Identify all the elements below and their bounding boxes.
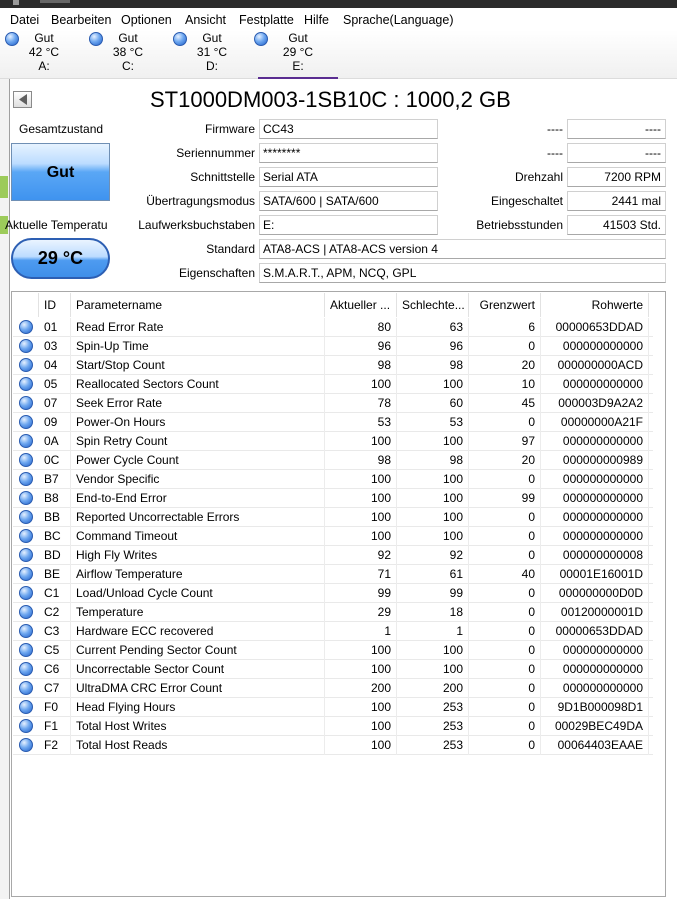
cell-worst: 98	[397, 356, 469, 375]
cell-id: B7	[39, 470, 71, 489]
standard-label: Standard	[206, 242, 255, 256]
cell-parameter-name: High Fly Writes	[71, 546, 325, 565]
table-row[interactable]	[13, 451, 653, 470]
cell-worst: 100	[397, 375, 469, 394]
right-label-2: ----	[547, 146, 563, 160]
cell-current: 98	[325, 356, 397, 375]
cell-current: 100	[325, 470, 397, 489]
status-good-icon	[19, 491, 33, 505]
table-row[interactable]	[13, 508, 653, 527]
cell-parameter-name: Spin-Up Time	[71, 337, 325, 356]
cell-parameter-name: Command Timeout	[71, 527, 325, 546]
serial-label: Seriennummer	[176, 146, 255, 160]
menu-datei[interactable]: Datei	[10, 13, 40, 27]
cell-parameter-name: Head Flying Hours	[71, 698, 325, 717]
cell-raw: 000000000000	[541, 470, 649, 489]
cell-raw: 000000000000	[541, 508, 649, 527]
cell-worst: 100	[397, 641, 469, 660]
drive-status: Gut	[288, 31, 308, 45]
cell-id: BB	[39, 508, 71, 527]
cell-raw: 000000000989	[541, 451, 649, 470]
cell-worst: 100	[397, 432, 469, 451]
cell-raw: 00120000001D	[541, 603, 649, 622]
table-row[interactable]	[13, 622, 653, 641]
cell-raw: 00029BEC49DA	[541, 717, 649, 736]
cell-worst: 100	[397, 660, 469, 679]
cell-worst: 63	[397, 318, 469, 337]
cell-worst: 92	[397, 546, 469, 565]
cell-worst: 98	[397, 451, 469, 470]
cell-current: 100	[325, 641, 397, 660]
power-on-hours-field: 41503 Std.	[567, 215, 666, 235]
cell-threshold: 40	[469, 565, 541, 584]
table-row[interactable]	[13, 641, 653, 660]
menu-festplatte[interactable]: Festplatte	[239, 13, 294, 27]
status-good-icon	[19, 548, 33, 562]
cell-worst: 99	[397, 584, 469, 603]
cell-id: 0A	[39, 432, 71, 451]
cell-parameter-name: Airflow Temperature	[71, 565, 325, 584]
cell-current: 96	[325, 337, 397, 356]
header-threshold[interactable]: Grenzwert	[469, 293, 541, 317]
cell-threshold: 0	[469, 470, 541, 489]
cell-id: 09	[39, 413, 71, 432]
status-good-icon	[19, 586, 33, 600]
cell-threshold: 0	[469, 717, 541, 736]
table-row[interactable]	[13, 698, 653, 717]
cell-threshold: 99	[469, 489, 541, 508]
drive-status: Gut	[118, 31, 138, 45]
cell-raw: 000000000000	[541, 432, 649, 451]
cell-raw: 000000000000	[541, 679, 649, 698]
cell-threshold: 20	[469, 451, 541, 470]
cell-current: 100	[325, 432, 397, 451]
cell-parameter-name: UltraDMA CRC Error Count	[71, 679, 325, 698]
cell-id: BD	[39, 546, 71, 565]
cell-worst: 100	[397, 470, 469, 489]
table-row[interactable]	[13, 717, 653, 736]
header-parameter-name[interactable]: Parametername	[71, 293, 325, 317]
firmware-label: Firmware	[205, 122, 255, 136]
drive-tab-d[interactable]	[177, 31, 247, 77]
table-row[interactable]	[13, 489, 653, 508]
cell-id: C6	[39, 660, 71, 679]
cell-parameter-name: Load/Unload Cycle Count	[71, 584, 325, 603]
cell-worst: 60	[397, 394, 469, 413]
cell-raw: 000000000000	[541, 660, 649, 679]
background-window-edge	[0, 79, 9, 899]
cell-id: 01	[39, 318, 71, 337]
drive-tab-e[interactable]	[258, 31, 338, 79]
status-good-icon	[19, 719, 33, 733]
cell-parameter-name: End-to-End Error	[71, 489, 325, 508]
menu-sprache[interactable]: Sprache(Language)	[343, 13, 454, 27]
header-status[interactable]	[13, 293, 39, 317]
cell-raw: 000000000000	[541, 337, 649, 356]
cell-current: 100	[325, 375, 397, 394]
app-icon	[13, 0, 19, 5]
transfer-mode-label: Übertragungsmodus	[146, 194, 255, 208]
cell-raw: 000000000000	[541, 641, 649, 660]
cell-parameter-name: Power-On Hours	[71, 413, 325, 432]
status-good-icon	[19, 738, 33, 752]
header-raw[interactable]: Rohwerte	[541, 293, 649, 317]
health-status-button[interactable]: Gut	[11, 143, 110, 201]
power-on-hours-label: Betriebsstunden	[476, 218, 563, 232]
drive-letter: A:	[38, 59, 50, 73]
cell-current: 100	[325, 527, 397, 546]
cell-current: 200	[325, 679, 397, 698]
cell-current: 1	[325, 622, 397, 641]
cell-parameter-name: Spin Retry Count	[71, 432, 325, 451]
cell-parameter-name: Temperature	[71, 603, 325, 622]
status-good-icon	[19, 415, 33, 429]
table-row[interactable]	[13, 527, 653, 546]
transfer-mode-field: SATA/600 | SATA/600	[259, 191, 438, 211]
status-good-icon	[254, 32, 268, 46]
disk-title: ST1000DM003-1SB10C : 1000,2 GB	[150, 87, 511, 112]
cell-threshold: 0	[469, 679, 541, 698]
power-on-count-label: Eingeschaltet	[490, 194, 563, 208]
table-row[interactable]	[13, 413, 653, 432]
temperature-button[interactable]: 29 °C	[11, 238, 110, 279]
features-field: S.M.A.R.T., APM, NCQ, GPL	[259, 263, 666, 283]
cell-id: 03	[39, 337, 71, 356]
status-good-icon	[5, 32, 19, 46]
table-row[interactable]	[13, 546, 653, 565]
status-good-icon	[19, 700, 33, 714]
rpm-label: Drehzahl	[514, 170, 563, 184]
cell-worst: 253	[397, 698, 469, 717]
menu-ansicht[interactable]: Ansicht	[185, 13, 226, 27]
cell-id: F0	[39, 698, 71, 717]
drive-letters-label: Laufwerksbuchstaben	[138, 218, 255, 232]
cell-raw: 9D1B000098D1	[541, 698, 649, 717]
cell-worst: 253	[397, 717, 469, 736]
drive-bar	[0, 30, 677, 79]
cell-id: F1	[39, 717, 71, 736]
status-good-icon	[19, 434, 33, 448]
cell-current: 100	[325, 489, 397, 508]
drive-letter: D:	[206, 59, 218, 73]
cell-id: C7	[39, 679, 71, 698]
cell-raw: 000000000000	[541, 375, 649, 394]
cell-raw: 00001E16001D	[541, 565, 649, 584]
drive-temp: 31 °C	[196, 45, 228, 59]
cell-threshold: 0	[469, 641, 541, 660]
status-good-icon	[19, 643, 33, 657]
cell-id: 0C	[39, 451, 71, 470]
cell-threshold: 97	[469, 432, 541, 451]
status-good-icon	[19, 624, 33, 638]
cell-threshold: 0	[469, 584, 541, 603]
power-on-count-field: 2441 mal	[567, 191, 666, 211]
table-row[interactable]	[13, 660, 653, 679]
drive-status: Gut	[202, 31, 222, 45]
rpm-field: 7200 RPM	[567, 167, 666, 187]
cell-worst: 61	[397, 565, 469, 584]
cell-id: C5	[39, 641, 71, 660]
cell-parameter-name: Vendor Specific	[71, 470, 325, 489]
cell-parameter-name: Uncorrectable Sector Count	[71, 660, 325, 679]
cell-threshold: 0	[469, 603, 541, 622]
table-header	[13, 293, 665, 317]
cell-raw: 000000000000	[541, 527, 649, 546]
table-row[interactable]	[13, 356, 653, 375]
cell-raw: 000003D9A2A2	[541, 394, 649, 413]
status-good-icon	[173, 32, 187, 46]
table-row[interactable]	[13, 603, 653, 622]
cell-threshold: 0	[469, 736, 541, 755]
header-id[interactable]: ID	[39, 293, 71, 317]
status-good-icon	[89, 32, 103, 46]
cell-current: 100	[325, 508, 397, 527]
window-titlebar	[0, 0, 677, 8]
cell-worst: 53	[397, 413, 469, 432]
cell-raw: 00000000A21F	[541, 413, 649, 432]
cell-id: B8	[39, 489, 71, 508]
cell-threshold: 0	[469, 413, 541, 432]
drive-letter: E:	[292, 59, 304, 73]
menu-hilfe[interactable]: Hilfe	[304, 13, 330, 27]
status-good-icon	[19, 510, 33, 524]
drive-tab-a[interactable]	[9, 31, 79, 77]
right-field-1: ----	[567, 119, 666, 139]
cell-parameter-name: Start/Stop Count	[71, 356, 325, 375]
cell-id: C2	[39, 603, 71, 622]
serial-field: ********	[259, 143, 438, 163]
status-good-icon	[19, 358, 33, 372]
header-current[interactable]: Aktueller ...	[325, 293, 397, 317]
cell-threshold: 0	[469, 698, 541, 717]
cell-worst: 100	[397, 489, 469, 508]
cell-id: BC	[39, 527, 71, 546]
standard-field: ATA8-ACS | ATA8-ACS version 4	[259, 239, 666, 259]
cell-current: 71	[325, 565, 397, 584]
interface-label: Schnittstelle	[190, 170, 255, 184]
cell-worst: 253	[397, 736, 469, 755]
menu-bearbeiten[interactable]: Bearbeiten	[51, 13, 112, 27]
cell-current: 99	[325, 584, 397, 603]
firmware-field: CC43	[259, 119, 438, 139]
drive-letters-field: E:	[259, 215, 438, 235]
cell-threshold: 45	[469, 394, 541, 413]
status-good-icon	[19, 472, 33, 486]
status-good-icon	[19, 377, 33, 391]
cell-parameter-name: Read Error Rate	[71, 318, 325, 337]
cell-parameter-name: Reported Uncorrectable Errors	[71, 508, 325, 527]
header-worst[interactable]: Schlechte...	[397, 293, 469, 317]
temperature-label: Aktuelle Temperatu	[5, 218, 108, 232]
cell-parameter-name: Hardware ECC recovered	[71, 622, 325, 641]
cell-id: C3	[39, 622, 71, 641]
smart-table[interactable]	[11, 291, 666, 897]
table-row[interactable]	[13, 318, 653, 337]
cell-current: 100	[325, 717, 397, 736]
cell-current: 53	[325, 413, 397, 432]
drive-letter: C:	[122, 59, 134, 73]
cell-threshold: 0	[469, 622, 541, 641]
table-row[interactable]	[13, 679, 653, 698]
drive-temp: 29 °C	[282, 45, 314, 59]
status-good-icon	[19, 453, 33, 467]
status-good-icon	[19, 320, 33, 334]
previous-drive-button[interactable]	[13, 91, 32, 108]
features-label: Eigenschaften	[178, 266, 255, 280]
cell-worst: 100	[397, 527, 469, 546]
cell-raw: 000000000008	[541, 546, 649, 565]
status-good-icon	[19, 662, 33, 676]
cell-threshold: 6	[469, 318, 541, 337]
cell-id: 04	[39, 356, 71, 375]
cell-worst: 1	[397, 622, 469, 641]
table-row[interactable]	[13, 394, 653, 413]
cell-parameter-name: Reallocated Sectors Count	[71, 375, 325, 394]
status-good-icon	[19, 339, 33, 353]
cell-threshold: 20	[469, 356, 541, 375]
drive-temp: 38 °C	[112, 45, 144, 59]
cell-parameter-name: Total Host Writes	[71, 717, 325, 736]
cell-raw: 000000000ACD	[541, 356, 649, 375]
cell-raw: 00000653DDAD	[541, 622, 649, 641]
cell-current: 100	[325, 736, 397, 755]
table-row[interactable]	[13, 584, 653, 603]
drive-temp: 42 °C	[28, 45, 60, 59]
drive-tab-c[interactable]	[93, 31, 163, 77]
table-row[interactable]	[13, 565, 653, 584]
arrow-left-icon	[18, 94, 28, 105]
cell-id: BE	[39, 565, 71, 584]
right-field-2: ----	[567, 143, 666, 163]
health-label: Gesamtzustand	[19, 122, 104, 136]
cell-threshold: 0	[469, 508, 541, 527]
cell-parameter-name: Total Host Reads	[71, 736, 325, 755]
background-highlight	[0, 176, 8, 198]
status-good-icon	[19, 529, 33, 543]
cell-current: 78	[325, 394, 397, 413]
cell-current: 80	[325, 318, 397, 337]
cell-parameter-name: Power Cycle Count	[71, 451, 325, 470]
cell-worst: 200	[397, 679, 469, 698]
cell-worst: 100	[397, 508, 469, 527]
cell-threshold: 10	[469, 375, 541, 394]
cell-id: C1	[39, 584, 71, 603]
status-good-icon	[19, 681, 33, 695]
right-label-1: ----	[547, 122, 563, 136]
cell-parameter-name: Seek Error Rate	[71, 394, 325, 413]
interface-field: Serial ATA	[259, 167, 438, 187]
menu-optionen[interactable]: Optionen	[121, 13, 172, 27]
status-good-icon	[19, 567, 33, 581]
status-good-icon	[19, 605, 33, 619]
table-row[interactable]	[13, 470, 653, 489]
drive-status: Gut	[34, 31, 54, 45]
menu-bar	[0, 10, 677, 30]
cell-id: F2	[39, 736, 71, 755]
cell-threshold: 0	[469, 546, 541, 565]
cell-worst: 96	[397, 337, 469, 356]
cell-raw: 000000000D0D	[541, 584, 649, 603]
window-title-fragment	[40, 0, 70, 3]
table-row[interactable]	[13, 337, 653, 356]
cell-raw: 00064403EAAE	[541, 736, 649, 755]
table-row[interactable]	[13, 375, 653, 394]
cell-id: 07	[39, 394, 71, 413]
cell-current: 100	[325, 698, 397, 717]
cell-current: 29	[325, 603, 397, 622]
cell-threshold: 0	[469, 527, 541, 546]
cell-raw: 00000653DDAD	[541, 318, 649, 337]
table-row[interactable]	[13, 432, 653, 451]
cell-parameter-name: Current Pending Sector Count	[71, 641, 325, 660]
cell-threshold: 0	[469, 337, 541, 356]
cell-raw: 000000000000	[541, 489, 649, 508]
cell-current: 100	[325, 660, 397, 679]
cell-worst: 18	[397, 603, 469, 622]
table-row[interactable]	[13, 736, 653, 755]
cell-threshold: 0	[469, 660, 541, 679]
cell-current: 98	[325, 451, 397, 470]
cell-id: 05	[39, 375, 71, 394]
status-good-icon	[19, 396, 33, 410]
cell-current: 92	[325, 546, 397, 565]
